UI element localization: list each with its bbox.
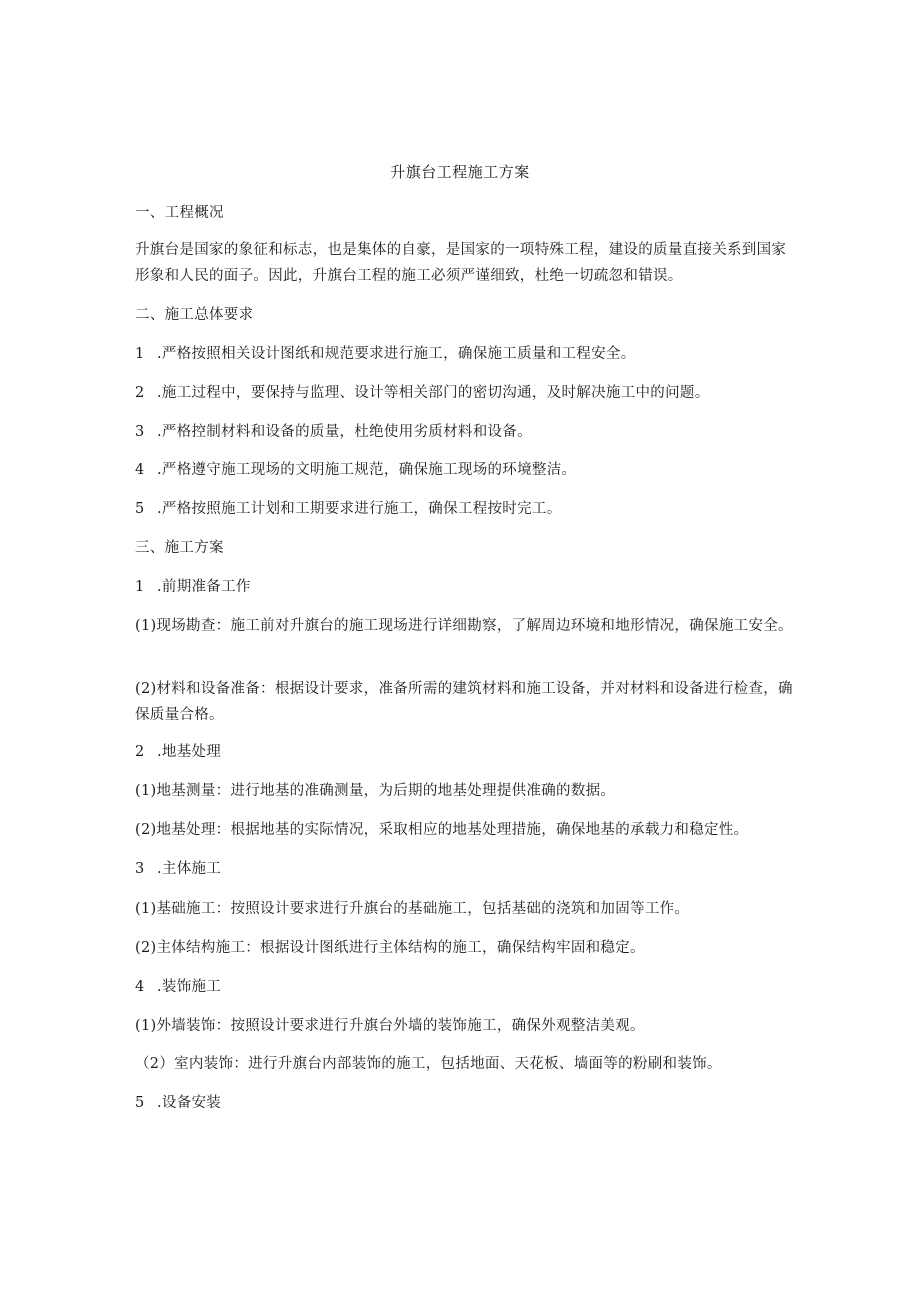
requirement-text: .严格按照相关设计图纸和规范要求进行施工，确保施工质量和工程安全。 <box>157 346 636 362</box>
plan-item: (1)基础施工：按照设计要求进行升旗台的基础施工，包括基础的浇筑和加固等工作。 <box>135 901 690 917</box>
requirement-number: 5 <box>135 501 145 517</box>
plan-item: (1)现场勘查：施工前对升旗台的施工现场进行详细勘察，了解周边环境和地形情况，确保施工安全。 <box>135 618 793 634</box>
requirement-number: 2 <box>135 385 145 401</box>
subsection-number: 5 <box>135 1095 145 1111</box>
requirement-number: 4 <box>135 462 145 478</box>
plan-item: (1)外墙装饰：按照设计要求进行升旗台外墙的装饰施工，确保外观整洁美观。 <box>135 1018 645 1034</box>
section-heading-overview: 一、工程概况 <box>135 205 224 221</box>
requirement-item <box>135 496 800 522</box>
plan-item: (2)主体结构施工：根据设计图纸进行主体结构的施工，确保结构牢固和稳定。 <box>135 940 645 956</box>
plan-item: (1)地基测量：进行地基的准确测量，为后期的地基处理提供准确的数据。 <box>135 783 616 799</box>
subsection-number: 1 <box>135 579 145 595</box>
subsection-title: .地基处理 <box>157 744 222 760</box>
requirement-number: 1 <box>135 346 145 362</box>
subsection-number: 4 <box>135 979 145 995</box>
requirement-text: .严格控制材料和设备的质量，杜绝使用劣质材料和设备。 <box>157 424 532 440</box>
requirement-item <box>135 419 800 445</box>
subsection-heading <box>135 974 800 1000</box>
overview-paragraph: 升旗台是国家的象征和标志，也是集体的自豪，是国家的一项特殊工程，建设的质量直接关系到国家形象和人民的面子。因此，升旗台工程的施工必须严谨细致，杜绝一切疏忽和错误。 <box>135 242 787 284</box>
requirement-text: .严格遵守施工现场的文明施工规范，确保施工现场的环境整洁。 <box>157 462 577 478</box>
plan-item: （2）室内装饰：进行升旗台内部装饰的施工，包括地面、天花板、墙面等的粉刷和装饰。 <box>135 1056 722 1072</box>
section-heading-plan: 三、施工方案 <box>135 540 224 556</box>
subsection-heading <box>135 856 800 882</box>
document-title: 升旗台工程施工方案 <box>390 163 530 181</box>
subsection-number: 3 <box>135 861 145 877</box>
plan-item: (2)材料和设备准备：根据设计要求，准备所需的建筑材料和施工设备，并对材料和设备进行检查，确保质量合格。 <box>135 681 793 723</box>
requirement-number: 3 <box>135 424 145 440</box>
subsection-title: .前期准备工作 <box>157 579 251 595</box>
plan-item: (2)地基处理：根据地基的实际情况，采取相应的地基处理措施，确保地基的承载力和稳定性。 <box>135 822 749 838</box>
subsection-title: .设备安装 <box>157 1095 222 1111</box>
requirement-item <box>135 341 800 367</box>
subsection-heading <box>135 1090 800 1116</box>
subsection-heading <box>135 739 800 765</box>
requirement-item <box>135 380 800 406</box>
subsection-heading <box>135 574 800 600</box>
subsection-title: .装饰施工 <box>157 979 222 995</box>
requirement-item <box>135 457 800 483</box>
section-heading-requirements: 二、施工总体要求 <box>135 307 254 323</box>
requirement-text: .施工过程中，要保持与监理、设计等相关部门的密切沟通，及时解决施工中的问题。 <box>157 385 710 401</box>
subsection-title: .主体施工 <box>157 861 222 877</box>
subsection-number: 2 <box>135 744 145 760</box>
requirement-text: .严格按照施工计划和工期要求进行施工，确保工程按时完工。 <box>157 501 562 517</box>
